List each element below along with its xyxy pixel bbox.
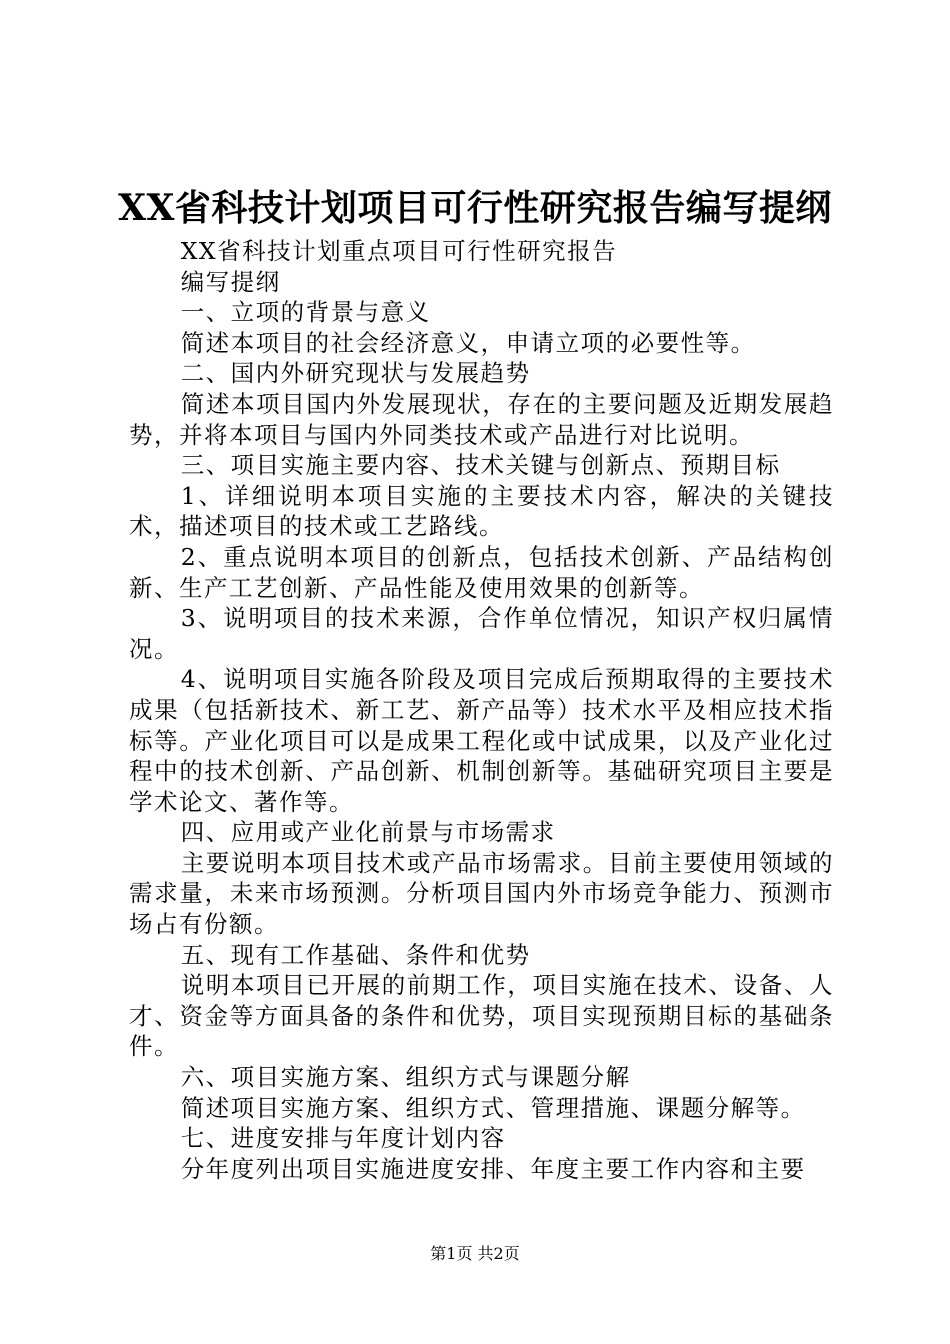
document-title: XX省科技计划项目可行性研究报告编写提纲	[118, 187, 832, 229]
paragraph: 主要说明本项目技术或产品市场需求。目前主要使用领域的需求量，未来市场预测。分析项目国内外市场竞争能力、预测市场占有份额。	[129, 848, 834, 939]
paragraph: 3、说明项目的技术来源，合作单位情况，知识产权归属情况。	[129, 604, 834, 663]
paragraph-subtitle: XX省科技计划重点项目可行性研究报告	[180, 237, 618, 265]
section-heading-4: 四、应用或产业化前景与市场需求	[180, 818, 556, 847]
paragraph: 分年度列出项目实施进度安排、年度主要工作内容和主要	[180, 1154, 806, 1183]
paragraph-subtitle-2: 编写提纲	[180, 267, 281, 296]
paragraph: 简述项目实施方案、组织方式、管理措施、课题分解等。	[180, 1093, 806, 1122]
section-heading-2: 二、国内外研究现状与发展趋势	[180, 359, 531, 388]
section-heading-5: 五、现有工作基础、条件和优势	[180, 940, 531, 969]
paragraph: 2、重点说明本项目的创新点，包括技术创新、产品结构创新、生产工艺创新、产品性能及使用效果的创新等。	[129, 542, 834, 602]
paragraph: 简述本项目的社会经济意义，申请立项的必要性等。	[180, 328, 756, 357]
section-heading-1: 一、立项的背景与意义	[180, 298, 431, 327]
paragraph: 4、说明项目实施各阶段及项目完成后预期取得的主要技术成果（包括新技术、新工艺、新产品等）技术水平及相应技术指标等。产业化项目可以是成果工程化或中试成果，以及产业化过程中的技术创新、产品创新、机制创新等。基础研究项目主要是学术论文、著作等。	[129, 665, 834, 816]
section-heading-3: 三、项目实施主要内容、技术关键与创新点、预期目标	[180, 451, 781, 480]
paragraph: 说明本项目已开展的前期工作，项目实施在技术、设备、人才、资金等方面具备的条件和优势，项目实现预期目标的基础条件。	[129, 971, 834, 1061]
page-number-footer: 第1页 共2页	[430, 1244, 520, 1263]
paragraph: 简述本项目国内外发展现状，存在的主要问题及近期发展趋势，并将本项目与国内外同类技术或产品进行对比说明。	[129, 389, 834, 449]
document-body	[129, 236, 834, 1184]
section-heading-6: 六、项目实施方案、组织方式与课题分解	[180, 1063, 631, 1092]
paragraph: 1、详细说明本项目实施的主要技术内容，解决的关键技术，描述项目的技术或工艺路线。	[129, 481, 834, 541]
section-heading-7: 七、进度安排与年度计划内容	[180, 1124, 506, 1153]
